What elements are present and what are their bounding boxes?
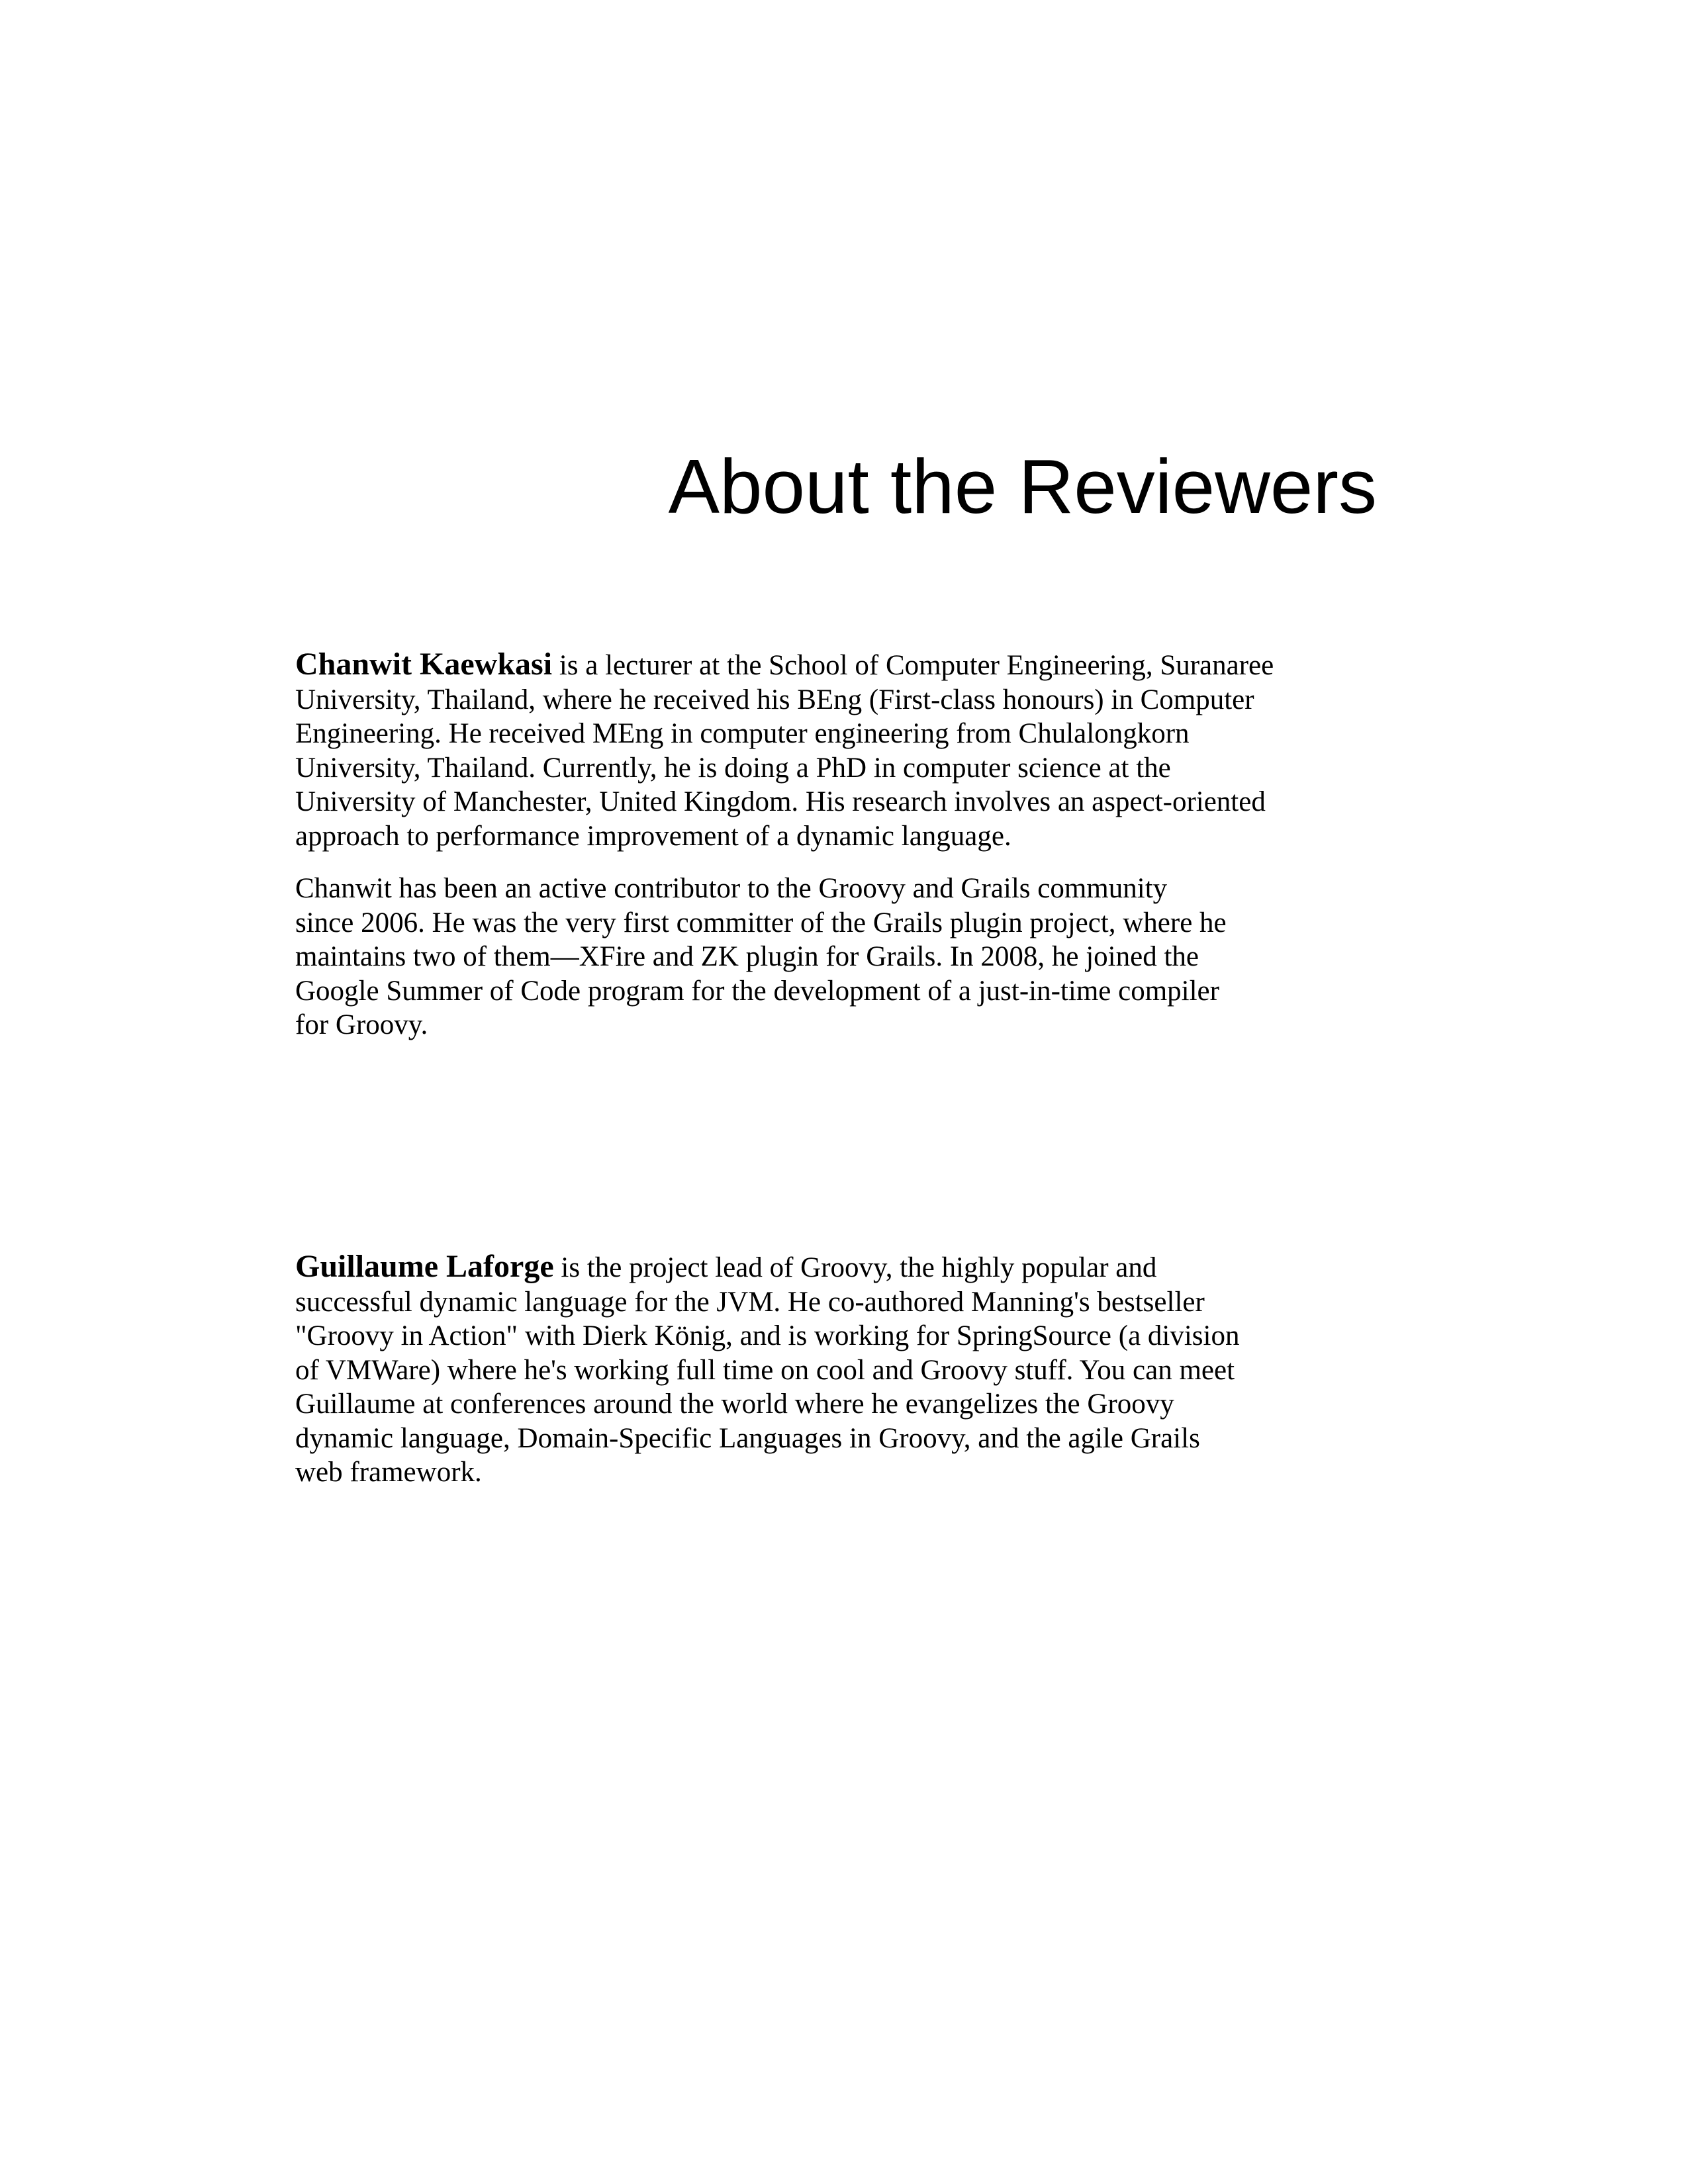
bio-line: "Groovy in Action" with Dierk König, and is working for SpringSource (a division (295, 1320, 1240, 1351)
bio-line: since 2006. He was the very first committer of the Grails plugin project, where he (295, 907, 1227, 938)
bio-line: successful dynamic language for the JVM. He co-authored Manning's bestseller (295, 1286, 1205, 1318)
reviewer-bio-chanwit-kaewkasi (295, 647, 1394, 1061)
reviewer-name: Chanwit Kaewkasi (295, 647, 553, 682)
bio-paragraph (295, 872, 1394, 1042)
bio-line: of VMWare) where he's working full time on cool and Groovy stuff. You can meet (295, 1354, 1235, 1386)
bio-line: Chanwit has been an active contributor to the Groovy and Grails community (295, 873, 1168, 904)
bio-line (295, 1250, 1394, 1285)
page-title: About the Reviewers (668, 443, 1377, 529)
bio-line: Google Summer of Code program for the development of a just-in-time compiler (295, 975, 1219, 1007)
bio-paragraph (295, 1250, 1394, 1490)
bio-line: University, Thailand. Currently, he is doing a PhD in computer science at the (295, 752, 1171, 784)
reviewer-bio-guillaume-laforge (295, 1250, 1394, 1508)
bio-line: approach to performance improvement of a dynamic language. (295, 820, 1011, 852)
bio-line: maintains two of them—XFire and ZK plugin for Grails. In 2008, he joined the (295, 941, 1199, 972)
bio-line: web framework. (295, 1457, 482, 1488)
bio-line: University, Thailand, where he received his BEng (First-class honours) in Computer (295, 684, 1254, 715)
bio-text: is a lecturer at the School of Computer Engineering, Suranaree (552, 650, 1274, 681)
bio-line: Engineering. He received MEng in computer engineering from Chulalongkorn (295, 718, 1190, 749)
bio-line (295, 647, 1394, 683)
reviewer-name: Guillaume Laforge (295, 1249, 554, 1284)
bio-line: for Groovy. (295, 1009, 428, 1040)
bio-paragraph (295, 647, 1394, 853)
bio-line: University of Manchester, United Kingdom. His research involves an aspect-oriented (295, 786, 1266, 817)
bio-line: Guillaume at conferences around the world where he evangelizes the Groovy (295, 1388, 1174, 1420)
bio-line: dynamic language, Domain-Specific Languages in Groovy, and the agile Grails (295, 1422, 1200, 1454)
bio-text: is the project lead of Groovy, the highly popular and (553, 1252, 1157, 1283)
